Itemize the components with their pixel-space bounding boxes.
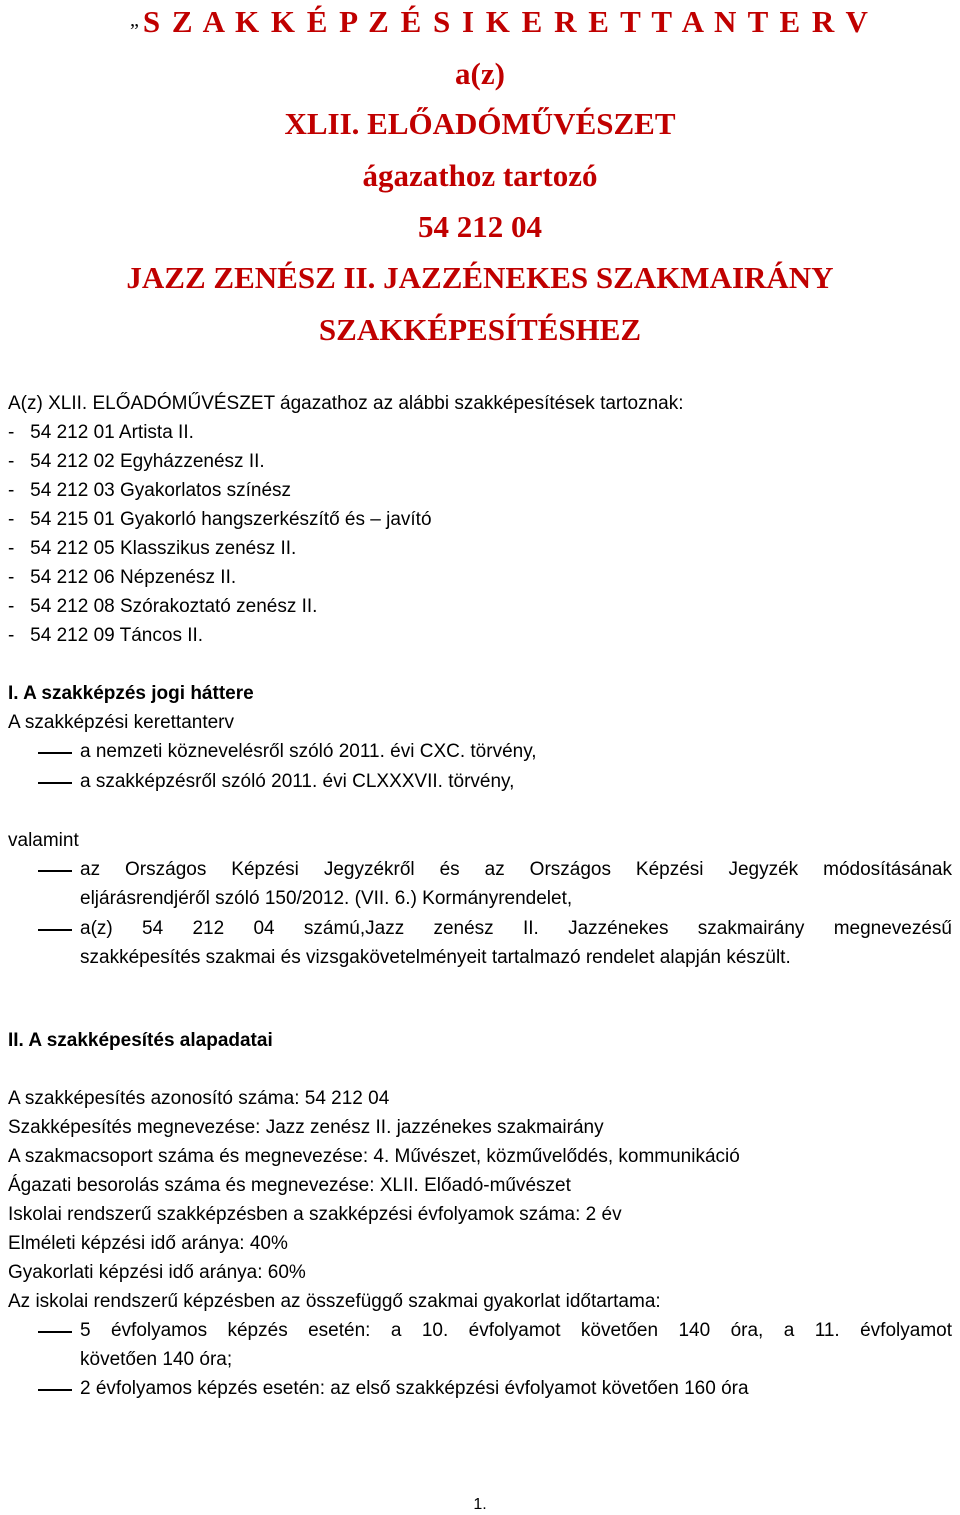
bullet-dash (38, 1331, 72, 1333)
regulation-item-line-1: a(z) 54 212 04 számú,Jazz zenész II. Jazzénekes szakmairány megnevezésű (80, 918, 952, 939)
fact-line: Az iskolai rendszerű képzésben az összefüggő szakmai gyakorlat időtartama: (8, 1291, 661, 1312)
fact-line: A szakképesítés azonosító száma: 54 212 04 (8, 1088, 390, 1109)
fact-line: Gyakorlati képzési idő aránya: 60% (8, 1262, 306, 1283)
regulation-item-line-1: az Országos Képzési Jegyzékről és az Országos Képzési Jegyzék módosításának (80, 859, 952, 880)
regulation-item-line-2: szakképesítés szakmai és vizsgakövetelményeit tartalmazó rendelet alapján készült. (80, 947, 791, 968)
fact-line: Iskolai rendszerű szakképzésben a szakképzési évfolyamok száma: 2 év (8, 1204, 622, 1225)
bullet-dash (38, 782, 72, 784)
title-line-1 (130, 0, 870, 42)
title-line-7: SZAKKÉPESÍTÉSHEZ (318, 312, 642, 347)
valamint-text: valamint (8, 830, 79, 851)
law-item: a szakképzésről szóló 2011. évi CLXXXVII. törvény, (80, 771, 515, 792)
list-item-text: 54 212 06 Népzenész II. (30, 567, 237, 588)
title-line-3: XLII. ELŐADÓMŰVÉSZET (284, 106, 676, 141)
practice-item-line-1: 5 évfolyamos képzés esetén: a 10. évfolyamot követően 140 óra, a 11. évfolyamot (80, 1320, 952, 1341)
law-item: a nemzeti köznevelésről szóló 2011. évi CXC. törvény, (80, 741, 537, 762)
section-1-heading: I. A szakképzés jogi háttere (8, 683, 254, 704)
page-number: 1. (473, 1496, 487, 1513)
title-line-5: 54 212 04 (418, 209, 542, 244)
open-quote: „ (130, 9, 139, 31)
title-line-4: ágazathoz tartozó (362, 158, 598, 193)
fact-line: A szakmacsoport száma és megnevezése: 4. Művészet, közművelődés, kommunikáció (8, 1146, 740, 1167)
list-item: - 54 212 02 Egyházzenész II. (8, 451, 265, 472)
list-item: - 54 212 06 Népzenész II. (8, 567, 237, 588)
title-line-6: JAZZ ZENÉSZ II. JAZZÉNEKES SZAKMAIRÁNY (126, 260, 834, 295)
list-item-text: 54 212 02 Egyházzenész II. (30, 451, 265, 472)
list-item: - 54 212 05 Klasszikus zenész II. (8, 538, 297, 559)
fact-line: Elméleti képzési idő aránya: 40% (8, 1233, 288, 1254)
fact-line: Szakképesítés megnevezése: Jazz zenész II. jazzénekes szakmairány (8, 1117, 604, 1138)
regulation-item-line-2: eljárásrendjéről szóló 150/2012. (VII. 6.) Kormányrendelet, (80, 888, 573, 909)
bullet-dash (38, 929, 72, 931)
list-item-text: 54 212 01 Artista II. (30, 422, 194, 443)
list-item: - 54 212 01 Artista II. (8, 422, 194, 443)
practice-item-line-1: 2 évfolyamos képzés esetén: az első szakképzési évfolyamot követően 160 óra (80, 1378, 749, 1399)
bullet-dash (38, 752, 72, 754)
list-item-text: 54 212 09 Táncos II. (30, 625, 204, 646)
fact-line: Ágazati besorolás száma és megnevezése: XLII. Előadó-művészet (8, 1175, 571, 1196)
list-item: - 54 212 08 Szórakoztató zenész II. (8, 596, 318, 617)
bullet-dash (38, 1389, 72, 1391)
title-text: S Z A K K É P Z É S I K E R E T T A N T E R V (142, 4, 870, 39)
bullet-dash (38, 870, 72, 872)
list-item: - 54 212 03 Gyakorlatos színész (8, 480, 292, 501)
list-item: - 54 212 09 Táncos II. (8, 625, 204, 646)
intro-text: A(z) XLII. ELŐADÓMŰVÉSZET ágazathoz az alábbi szakképesítések tartoznak: (8, 393, 684, 414)
practice-item-line-2: követően 140 óra; (80, 1349, 233, 1370)
list-item-text: 54 212 03 Gyakorlatos színész (30, 480, 292, 501)
title-line-2: a(z) (455, 56, 505, 91)
section-2-heading: II. A szakképesítés alapadatai (8, 1030, 273, 1051)
list-item-text: 54 215 01 Gyakorló hangszerkészítő és – javító (30, 509, 432, 530)
list-item-text: 54 212 05 Klasszikus zenész II. (30, 538, 297, 559)
list-item: - 54 215 01 Gyakorló hangszerkészítő és – javító (8, 509, 432, 530)
list-item-text: 54 212 08 Szórakoztató zenész II. (30, 596, 318, 617)
section-1-subheading: A szakképzési kerettanterv (8, 712, 234, 733)
